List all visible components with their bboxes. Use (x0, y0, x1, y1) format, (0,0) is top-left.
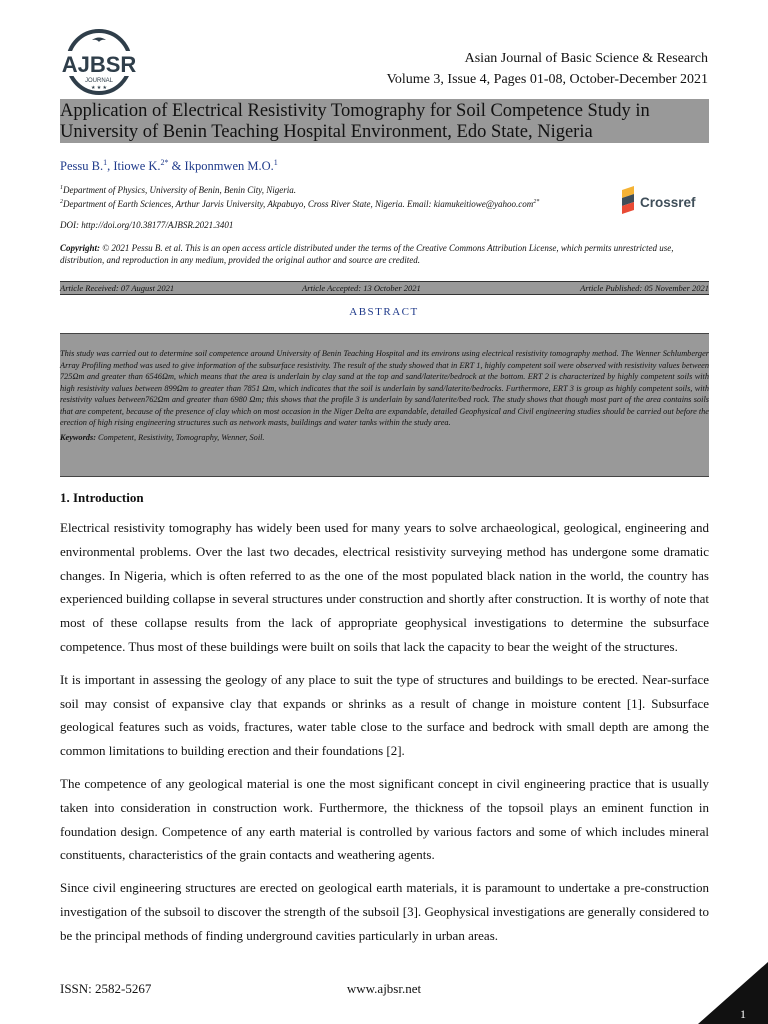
copyright-notice (60, 242, 709, 266)
footer-issn: ISSN: 2582-5267 (60, 981, 152, 996)
abstract-heading: ABSTRACT (349, 306, 419, 318)
author-2[interactable]: Itiowe K. (113, 159, 161, 174)
crossref-label: Crossref (640, 195, 696, 210)
journal-info (387, 48, 708, 90)
affiliation-2: $^2$Department of Earth Sciences, Arthur Jarvis University, Akpabuyo, Cross River State, Nigeria. Email: kiamukeitiowe@yahoo.com$^{2*}$ (60, 199, 540, 209)
article-title (60, 99, 709, 143)
date-received: Article Received: 07 August 2021 (60, 283, 175, 293)
footer-url[interactable]: www.ajbsr.net (346, 981, 422, 996)
journal-name: Asian Journal of Basic Science & Research (464, 51, 708, 66)
abstract-box (60, 333, 709, 477)
copyright-label: Copyright: (60, 243, 101, 253)
section-heading-introduction: 1. Introduction (60, 490, 144, 505)
crossref-badge[interactable] (620, 186, 710, 214)
bird-icon (92, 38, 106, 43)
introduction-body (60, 516, 709, 957)
paragraph: Since civil engineering structures are erected on geological earth materials, it is paramount to undertake a pre-construction investigation of the subsoil to discover the strength of the subsoil [3]. Geophysical investigations are generally considered to be the principal methods of finding underground cavities particularly in urban areas. (60, 880, 709, 943)
page-corner-triangle (698, 962, 768, 1024)
author-list: Pessu B.$^1$, Itiowe K.$^{2*}$ & Ikponmwen M.O.$^1$ (60, 158, 278, 174)
date-published: Article Published: 05 November 2021 (580, 283, 709, 293)
author-1[interactable]: Pessu B. (60, 159, 104, 174)
keywords-label: Keywords: (60, 432, 96, 442)
logo-stars: ★ ★ ★ (91, 86, 107, 91)
date-accepted: Article Accepted: 13 October 2021 (302, 283, 421, 293)
affiliations (60, 182, 620, 210)
volume-info: Volume 3, Issue 4, Pages 01-08, October-December 2021 (386, 72, 708, 87)
affiliation-1: $^1$Department of Physics, University of Benin, Benin City, Nigeria. (60, 185, 296, 195)
title-line-2: University of Benin Teaching Hospital Environment, Edo State, Nigeria (60, 122, 593, 142)
page-number: 1 (740, 1007, 746, 1021)
logo-subtext: JOURNAL (84, 78, 114, 84)
copyright-text: © 2021 Pessu B. et al. This is an open access article distributed under the terms of the Creative Commons Attribution License, which permits unrestricted use, distribution, and reproduction in any medium, provided the original author and source are credited. (60, 243, 674, 265)
logo-text: AJBSR (61, 52, 137, 77)
keywords-list: Competent, Resistivity, Tomography, Wenner, Soil. (95, 432, 265, 442)
crossref-icon (620, 186, 710, 214)
abstract-text: This study was carried out to determine soil competence around University of Benin Teaching Hospital and its environs using electrical resistivity tomography method. The Wenner Schlumberger Array Profiling method was used to give information of the subsurface resistivity. The result of the study showed that in ERT 1, highly competent soil were observed with resistivity values between 725Ωm and greater than 6546Ωm, which means that the area is underlain by clay sand at the top and sand/laterite/bedrock at the bottom. ERT 2 is characterized by highly competent soils with high resistivity values between 899Ωm to greater than 7851 Ωm, which indicates that the soil is underlain by sand/laterite/bedrocks. Furthermore, ERT 3 is group as highly competent soils, with resistivity values between762Ωm and greater than 6980 Ωm; this shows that the profile 3 is underlain by sand/laterite/bed rock. The study shows that though most part of the area contains soils that are competent, because of the presence of clay which on most occasion in the Niger Delta are expandable, detailed Geophysical and Civil engineering studies should be carried out before the erection of high rising engineering structures such as network masts, buildings and water tanks within the study area. (60, 349, 709, 427)
journal-logo (52, 26, 146, 96)
author-3[interactable]: Ikponmwen M.O. (184, 159, 274, 174)
article-dates (60, 281, 709, 295)
doi-link[interactable]: DOI: http://doi.org/10.38177/AJBSR.2021.3401 (60, 220, 234, 230)
paragraph: Electrical resistivity tomography has widely been used for many years to solve archaeological, geological, engineering and environmental problems. Over the last two decades, electrical resistivity surveying method has undergone some dramatic changes. In Nigeria, which is often referred to as the one of the most populated black nation in the world, the country has experienced building collapse in several structures under construction and shortly after construction. It is worthy of note that most of these collapse results from the lack of appropriate geophysical investigations to determine the subsurface competence. Thus most of these buildings were built on soils that lack the capacity to bear the weight of the structures. (60, 520, 709, 654)
title-line-1: Application of Electrical Resistivity Tomography for Soil Competence Study in (60, 101, 650, 121)
keywords (60, 433, 709, 442)
paragraph: It is important in assessing the geology of any place to suit the type of structures and buildings to be erected. Near-surface soil may consist of expansive clay that expands or shrinks as a result of change in moisture content [1]. Subsurface geological features such as voids, fractures, water table close to the surface and bedrock with small depth are among the common limitations to building erection and their foundations [2]. (60, 671, 709, 759)
paragraph: The competence of any geological material is one the most significant concept in civil engineering practice that is usually taken into consideration in construction work. Furthermore, the thickness of the topsoil plays an eminent function in foundation design. Competence of any earth material is controlled by various factors and some of which includes mineral constituents, characteristics of the grain contacts and weathering agents. (60, 775, 709, 863)
